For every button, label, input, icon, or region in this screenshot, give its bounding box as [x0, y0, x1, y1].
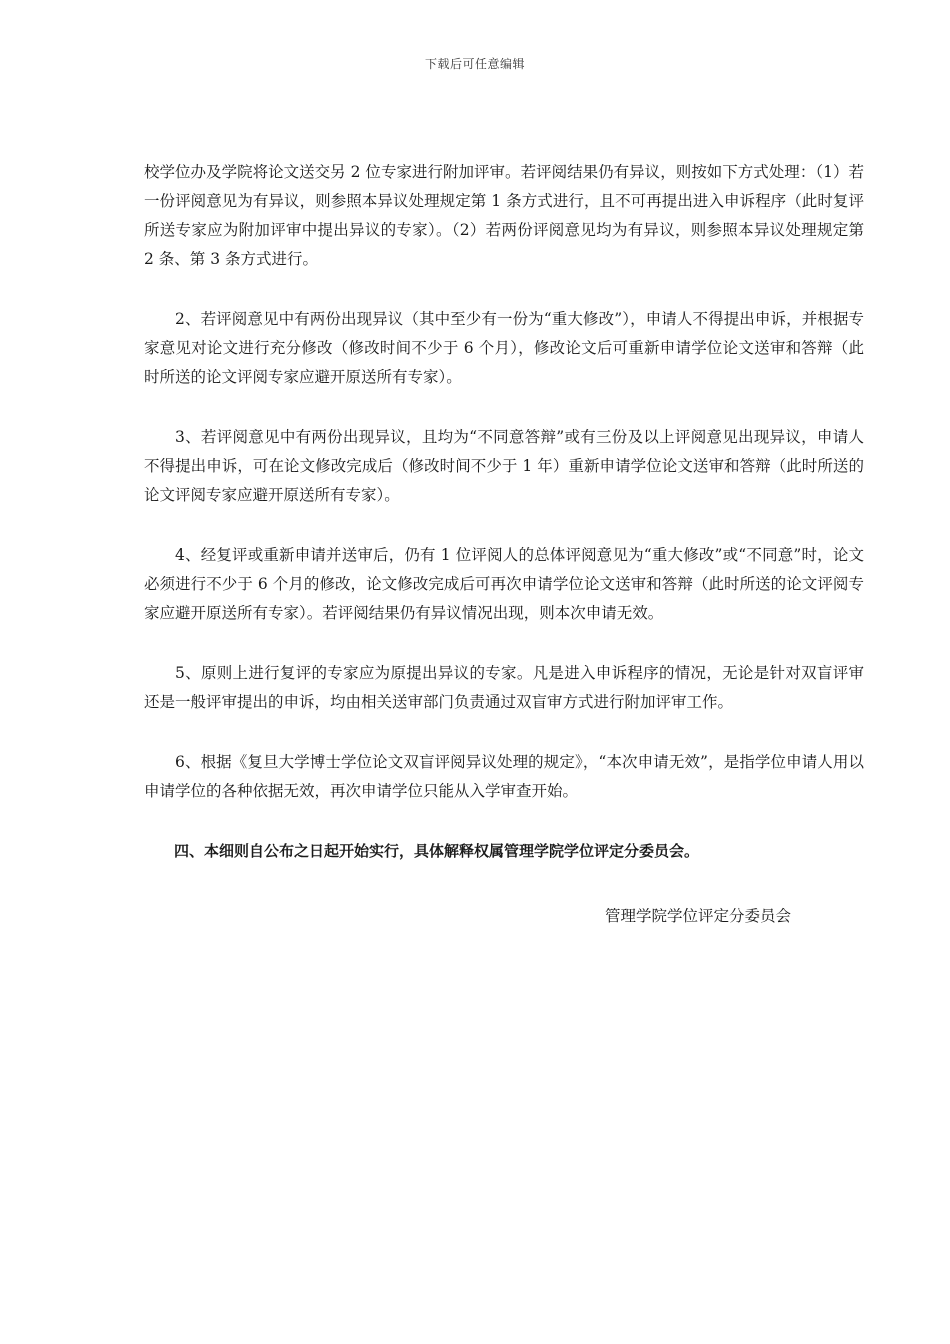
- paragraph-item-2: 2、若评阅意见中有两份出现异议（其中至少有一份为“重大修改”），申请人不得提出申诉，并根据专家意见对论文进行充分修改（修改时间不少于 6 个月），修改论文后可重新申请学位论文送审和答辩（此时所送的论文评阅专家应避开原送所有专家）。: [144, 310, 864, 386]
- section-four-heading: 四、本细则自公布之日起开始实行，具体解释权属管理学院学位评定分委员会。: [174, 842, 700, 860]
- signature-committee: 管理学院学位评定分委员会: [605, 907, 792, 925]
- paragraph-continuation: 校学位办及学院将论文送交另 2 位专家进行附加评审。若评阅结果仍有异议，则按如下方式处理：（1）若一份评阅意见为有异议，则参照本异议处理规定第 1 条方式进行，且不可再提出进入申诉程序（此时复评所送专家应为附加评审中提出异议的专家）。（2）若两份评阅意见均为有异议，则参照本异议处理规定第 2 条、第 3 条方式进行。: [144, 163, 864, 268]
- document-body: [144, 158, 864, 897]
- paragraph-item-5: 5、原则上进行复评的专家应为原提出异议的专家。凡是进入申诉程序的情况，无论是针对双盲评审还是一般评审提出的申诉，均由相关送审部门负责通过双盲审方式进行附加评审工作。: [144, 664, 864, 711]
- paragraph-item-6: 6、根据《复旦大学博士学位论文双盲评阅异议处理的规定》，“本次申请无效”，是指学位申请人用以申请学位的各种依据无效，再次申请学位只能从入学审查开始。: [144, 753, 864, 800]
- paragraph-item-4: 4、经复评或重新申请并送审后，仍有 1 位评阅人的总体评阅意见为“重大修改”或“不同意”时，论文必须进行不少于 6 个月的修改，论文修改完成后可再次申请学位论文送审和答辩（此时所送的论文评阅专家应避开原送所有专家）。若评阅结果仍有异议情况出现，则本次申请无效。: [144, 546, 864, 622]
- header-note: 下载后可任意编辑: [424, 57, 525, 71]
- paragraph-item-3: 3、若评阅意见中有两份出现异议，且均为“不同意答辩”或有三份及以上评阅意见出现异议，申请人不得提出申诉，可在论文修改完成后（修改时间不少于 1 年）重新申请学位论文送审和答辩（此时所送的论文评阅专家应避开原送所有专家）。: [144, 428, 864, 504]
